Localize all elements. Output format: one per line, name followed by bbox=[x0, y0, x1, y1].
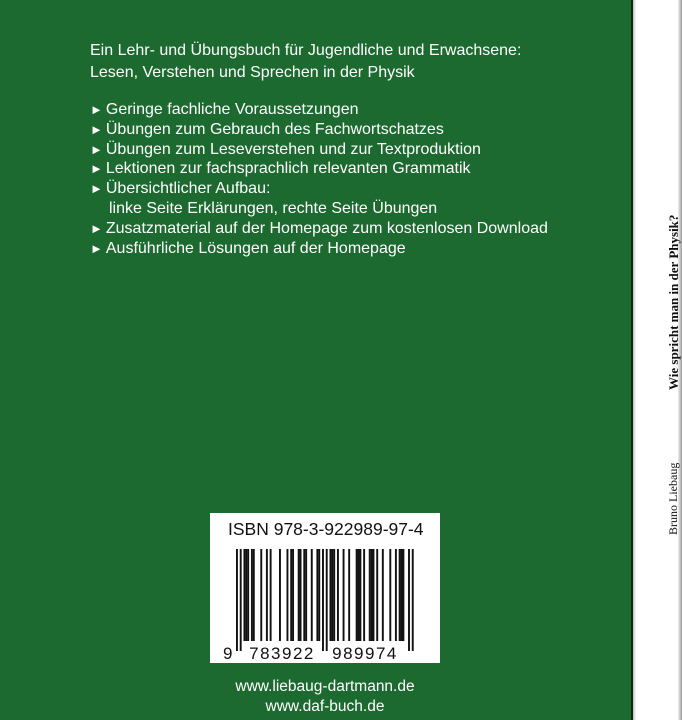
barcode-bar bbox=[247, 549, 249, 641]
barcode-digit-first: 9 bbox=[223, 644, 233, 663]
website-link-1[interactable]: www.liebaug-dartmann.de bbox=[235, 678, 415, 695]
bullet-arrow-icon: ► bbox=[90, 161, 103, 177]
barcode-bar bbox=[305, 549, 307, 641]
barcode-bar bbox=[292, 549, 294, 641]
barcode-bar bbox=[402, 549, 404, 641]
barcode-bar bbox=[260, 549, 262, 641]
barcode-bar bbox=[358, 549, 360, 641]
barcode-bar bbox=[401, 549, 403, 641]
barcode-bar bbox=[330, 549, 332, 641]
bullet-arrow-icon: ► bbox=[90, 102, 103, 117]
list-item: ► Geringe fachliche Voraussetzungen bbox=[90, 101, 359, 118]
barcode-bar bbox=[245, 549, 247, 641]
barcode bbox=[210, 513, 440, 663]
list-item: ► Übungen zum Leseverstehen und zur Textproduktion bbox=[90, 140, 481, 158]
website-links bbox=[210, 677, 440, 717]
barcode-bar bbox=[337, 549, 339, 641]
barcode-bar bbox=[286, 549, 288, 641]
intro-line-2: Lesen, Verstehen und Sprechen in der Physik bbox=[90, 64, 415, 81]
barcode-bar bbox=[240, 549, 242, 651]
bullet-arrow-icon: ► bbox=[90, 141, 103, 157]
spine-author: Bruno Liebaug bbox=[666, 462, 680, 535]
bullet-arrow-icon: ► bbox=[90, 240, 103, 256]
barcode-digits-left: 783922 bbox=[249, 644, 315, 663]
list-item: ► Lektionen zur fachsprachlich relevanten Grammatik bbox=[90, 160, 471, 178]
barcode-bar bbox=[333, 549, 335, 641]
barcode-bar bbox=[300, 549, 302, 641]
barcode-bar bbox=[298, 549, 300, 641]
isbn-label: ISBN 978-3-922989-97-4 bbox=[228, 519, 424, 539]
barcode-bar bbox=[236, 549, 238, 651]
barcode-bar bbox=[316, 549, 318, 641]
barcode-bar bbox=[356, 549, 358, 641]
barcode-bar bbox=[395, 549, 397, 641]
barcode-bar bbox=[270, 549, 272, 641]
barcode-bar bbox=[363, 549, 365, 641]
barcode-bar bbox=[253, 549, 255, 641]
barcode-bar bbox=[412, 549, 414, 651]
barcode-bar bbox=[251, 549, 253, 641]
barcode-bar bbox=[290, 549, 292, 641]
list-item: ► Übungen zum Gebrauch des Fachwortschatzes bbox=[90, 120, 444, 138]
list-item: ► Ausführliche Lösungen auf der Homepage bbox=[90, 239, 406, 257]
barcode-bar bbox=[382, 549, 384, 641]
bullet-arrow-icon: ► bbox=[90, 121, 103, 137]
barcode-bar bbox=[243, 549, 245, 641]
barcode-bar bbox=[371, 549, 373, 641]
barcode-bar bbox=[331, 549, 333, 641]
barcode-bar bbox=[389, 549, 391, 641]
barcode-bars bbox=[236, 549, 414, 651]
barcode-bar bbox=[359, 549, 361, 641]
spine-title: Wie spricht man in der Physik? bbox=[666, 214, 681, 390]
feature-list bbox=[90, 100, 548, 258]
barcode-bar bbox=[279, 549, 281, 641]
barcode-bar bbox=[376, 549, 378, 641]
bullet-arrow-icon: ► bbox=[90, 181, 103, 197]
barcode-bar bbox=[318, 549, 320, 641]
barcode-bar bbox=[408, 549, 410, 651]
list-item-continuation: linke Seite Erklärungen, rechte Seite Übungen bbox=[109, 199, 438, 217]
barcode-bar bbox=[311, 549, 313, 641]
website-link-2[interactable]: www.daf-buch.de bbox=[265, 698, 385, 715]
barcode-bar bbox=[266, 549, 268, 641]
bullet-arrow-icon: ► bbox=[90, 220, 103, 236]
barcode-bar bbox=[303, 549, 305, 641]
intro-line-1: Ein Lehr- und Übungsbuch für Jugendliche und Erwachsene: bbox=[90, 42, 522, 59]
barcode-bar bbox=[343, 549, 345, 641]
intro-text bbox=[90, 40, 521, 84]
barcode-bar bbox=[369, 549, 371, 641]
barcode-bar bbox=[373, 549, 375, 641]
barcode-bar bbox=[322, 549, 324, 651]
barcode-bar bbox=[399, 549, 401, 641]
barcode-bar bbox=[348, 549, 350, 641]
list-item: ► Übersichtlicher Aufbau: bbox=[90, 180, 271, 198]
barcode-digits-right: 989974 bbox=[332, 644, 398, 663]
barcode-box bbox=[210, 513, 440, 663]
barcode-bar bbox=[326, 549, 328, 651]
list-item: ► Zusatzmaterial auf der Homepage zum kostenlosen Download bbox=[90, 219, 548, 237]
